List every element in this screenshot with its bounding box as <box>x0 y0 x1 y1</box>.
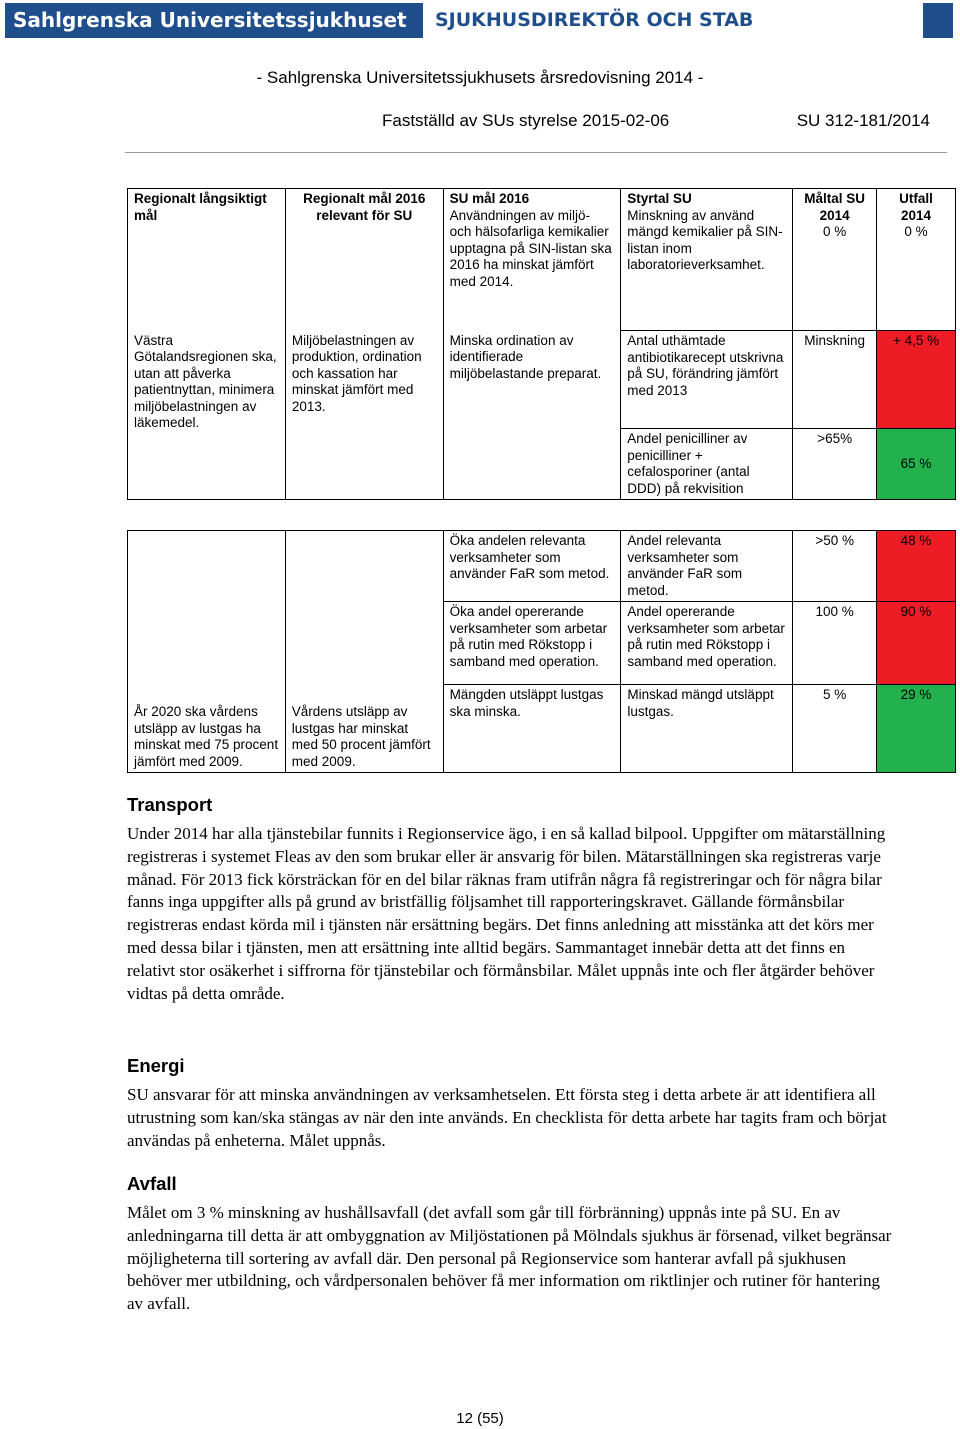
page-banner <box>5 3 953 38</box>
org-name: Sahlgrenska Universitetssjukhuset <box>5 3 423 38</box>
regional-goal-nitrous: Vårdens utsläpp av lustgas har minskat med 50 procent jämfört med 2009. <box>285 531 443 773</box>
regional-goal-medicines: Miljöbelastningen av produktion, ordination och kassation har minskat jämfört med 2013. <box>285 331 443 500</box>
header-regional-goal: Regionalt mål 2016 relevant för SU <box>285 189 443 331</box>
target-chemicals: 0 % <box>823 224 847 239</box>
outcome-far: 48 % <box>877 531 956 602</box>
metric-chemicals: Minskning av använd mängd kemikalier på SIN-listan inom laboratorieverksamhet. <box>627 207 783 272</box>
metric-far: Andel relevanta verksamheter som använder FaR som metod. <box>621 531 793 602</box>
transport-heading: Transport <box>127 794 213 815</box>
su-goal-nitrous: Mängden utsläppt lustgas ska minska. <box>443 685 621 773</box>
su-goal-chemicals: Användningen av miljö- och hälsofarliga kemikalier upptagna på SIN-listan ska 2016 ha minskat jämfört med 2014. <box>449 207 612 289</box>
metric-smoking: Andel opererande verksamheter som arbetar på rutin med Rökstopp i samband med operation. <box>621 602 793 685</box>
header-divider <box>125 152 947 153</box>
su-goal-chemicals-cell <box>443 189 621 331</box>
banner-accent <box>923 3 953 38</box>
avfall-text: Målet om 3 % minskning av hushållsavfall (det avfall som går till förbränning) uppnås inte på SU. En av anledningarna till detta är att ombyggnation av Miljöstationen på Mölndals sjukhus är försenad, vilket begränsar möjligheterna till sortering av avfall där. Den personal på Regionservice som hanterar avfall på sjukhusen behöver mer utbildning, och vårdpersonalen behöver få mer information om riktlinjer och rutiner för hantering av avfall. <box>127 1203 892 1314</box>
transport-text: Under 2014 har alla tjänstebilar funnits i Regionservice ägo, i en så kallad bilpool. Uppgifter om mätarställning registreras i systemet Fleas av den som brukar eller är ansvarig för bilen. Mätarställningen ska registreras varje månad. För 2013 fick körsträckan för en del bilar räknas fram utifrån några få registreringar och för några bilar fanns inga uppgifter alls på grund av bristfällig följsamhet till rapporteringskravet. Gällande förmånsbilar registreras endast körda mil i tjänsten när ersättning begärs. Det finns anledning att misstänka att det körs mer med dessa bilar i tjänsten, men att ersättning inte alltid begärs. Sammantaget innebär detta att det finns en relativt stor osäkerhet i siffrorna för tjänstebilar och förmånsbilar. Målet uppnås inte och fler åtgärder behöver vidtas på detta område. <box>127 824 886 1003</box>
su-goal-medicines: Minska ordination av identifierade miljöbelastande preparat. <box>443 331 621 500</box>
metric-antibiotics: Antal uthämtade antibiotikarecept utskrivna på SU, förändring jämfört med 2013 <box>621 331 793 429</box>
outcome-chemicals-cell <box>877 189 956 331</box>
header-metric: Styrtal SU <box>627 191 692 206</box>
avfall-heading: Avfall <box>127 1173 177 1194</box>
outcome-penicillin: 65 % <box>877 429 956 500</box>
header-outcome: Utfall 2014 <box>899 191 933 223</box>
outcome-chemicals: 0 % <box>904 224 928 239</box>
section-avfall <box>127 1173 897 1316</box>
target-nitrous: 5 % <box>793 685 877 773</box>
section-energi <box>127 1055 897 1152</box>
goals-table-health <box>127 530 956 773</box>
outcome-smoking: 90 % <box>877 602 956 685</box>
unit-name: SJUKHUSDIREKTÖR OCH STAB <box>423 3 923 38</box>
header-target: Måltal SU 2014 <box>804 191 866 223</box>
page-number: 12 (55) <box>456 1410 504 1427</box>
energi-text: SU ansvarar för att minska användningen av verksamhetselen. Ett första steg i detta arbete är att identifiera all utrustning som kan/ska stängas av när den inte används. En checklista för detta arbete har tagits fram och börjat användas på enheterna. Målet uppnås. <box>127 1085 887 1150</box>
section-transport <box>127 794 897 1005</box>
su-goal-far: Öka andelen relevanta verksamheter som använder FaR som metod. <box>443 531 621 602</box>
longterm-goal-medicines: Västra Götalandsregionen ska, utan att påverka patientnyttan, minimera miljöbelastningen av läkemedel. <box>128 331 286 500</box>
goals-table-chemicals <box>127 188 956 500</box>
approval-line: Fastställd av SUs styrelse 2015-02-06 <box>382 111 670 130</box>
energi-heading: Energi <box>127 1055 185 1076</box>
outcome-nitrous: 29 % <box>877 685 956 773</box>
outcome-antibiotics: + 4,5 % <box>877 331 956 429</box>
target-smoking: 100 % <box>793 602 877 685</box>
target-chemicals-cell <box>793 189 877 331</box>
target-far: >50 % <box>793 531 877 602</box>
metric-penicillin: Andel penicilliner av penicilliner + cefalosporiner (antal DDD) på rekvisition <box>621 429 793 500</box>
document-reference: SU 312-181/2014 <box>796 111 930 130</box>
header-longterm-goal: Regionalt långsiktigt mål <box>128 189 286 331</box>
longterm-goal-nitrous: År 2020 ska vårdens utsläpp av lustgas ha minskat med 75 procent jämfört med 2009. <box>128 531 286 773</box>
header-su-goal: SU mål 2016 <box>449 191 530 206</box>
metric-chemicals-cell <box>621 189 793 331</box>
target-penicillin: >65% <box>793 429 877 500</box>
report-title: - Sahlgrenska Universitetssjukhusets årsredovisning 2014 - <box>256 68 704 87</box>
metric-nitrous: Minskad mängd utsläppt lustgas. <box>621 685 793 773</box>
su-goal-smoking: Öka andel opererande verksamheter som arbetar på rutin med Rökstopp i samband med operation. <box>443 602 621 685</box>
target-antibiotics: Minskning <box>793 331 877 429</box>
